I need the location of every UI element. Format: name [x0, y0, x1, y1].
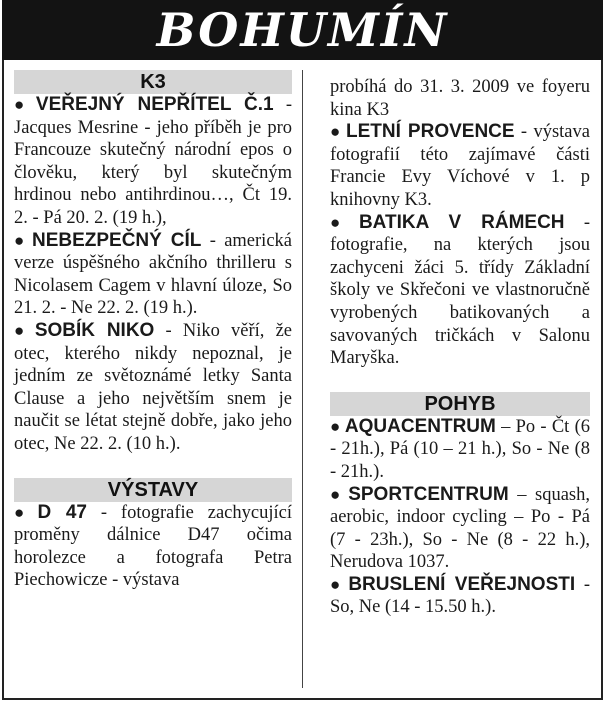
listing-nebezpecny-cil	[14, 230, 292, 320]
right-column	[330, 76, 590, 619]
listing-text: - fotografie, na kterých jsou zachyceni žáci 5. třídy Základní školy ve Skřečoni ve vlastnoručně vyrobených batikovaných a savovaných tričkách v Salonu Maryška.	[330, 212, 590, 369]
bullet-icon: ●	[330, 122, 343, 142]
listing-brusleni-verejnosti	[330, 574, 590, 619]
section-heading-vystavy: VÝSTAVY	[14, 478, 292, 502]
listing-title: NEBEZPEČNÝ CÍL	[31, 229, 202, 251]
listing-letni-provence	[330, 121, 590, 211]
bullet-icon: ●	[14, 95, 32, 114]
listing-title: BRUSLENÍ VEŘEJNOSTI	[348, 573, 576, 595]
listing-verejny-nepritel	[14, 94, 292, 230]
bullet-icon: ●	[330, 484, 345, 504]
bullet-icon: ●	[14, 320, 31, 340]
listing-text: - Niko věří, že otec, kterého nikdy nepoznal, je jedním ze světoznámé letky Santa Clause a jeho největším snem je naučit se létat stejně dobře, jako jeho otec, Ne 22. 2. (10 h.).	[14, 320, 292, 454]
section-heading-k3: K3	[14, 70, 292, 94]
listing-text: – squash, aerobic, indoor cycling – Po - Pá (7 - 23h.), So - Ne (8 - 22 h.), Nerudova 1037.	[330, 484, 590, 573]
page-title: BOHUMÍN	[156, 3, 449, 57]
listing-sobik-niko	[14, 320, 292, 456]
title-banner	[2, 0, 603, 60]
listing-title: D 47	[37, 501, 87, 523]
listing-title: LETNÍ PROVENCE	[346, 121, 515, 143]
listing-text: – Po - Čt (6 - 21h.), Pá (10 – 21 h.), So - Ne (8 - 21h.).	[330, 416, 590, 482]
section-heading-pohyb: POHYB	[330, 392, 590, 416]
listing-text: - výstava fotografií této zajímavé části Francie Evy Víchové v 1. p knihovny K3.	[330, 122, 590, 210]
column-divider	[302, 70, 303, 688]
listing-text: - So, Ne (14 - 15.50 h.).	[330, 574, 590, 618]
bullet-icon: ●	[14, 502, 34, 522]
listing-title: SPORTCENTRUM	[348, 483, 509, 505]
listing-batika-v-ramech	[330, 212, 590, 370]
listing-continuation: probíhá do 31. 3. 2009 ve foyeru kina K3	[330, 77, 590, 120]
bullet-icon: ●	[330, 416, 341, 436]
listing-title: SOBÍK NIKO	[34, 319, 155, 341]
bullet-icon: ●	[14, 230, 28, 250]
listing-d47	[14, 502, 292, 592]
bullet-icon: ●	[330, 574, 345, 594]
listing-sportcentrum	[330, 484, 590, 574]
listing-title: AQUACENTRUM	[344, 415, 496, 437]
listing-title: BATIKA V RÁMECH	[358, 211, 565, 233]
bullet-icon: ●	[330, 212, 355, 232]
listing-aquacentrum	[330, 416, 590, 484]
left-column	[14, 70, 292, 592]
listing-title: VEŘEJNÝ NEPŘÍTEL Č.1	[35, 94, 274, 115]
listing-text: - Jacques Mesrine - jeho příběh je pro Francouze skutečný národní epos o člověku, který byl skutečným hrdinou nebo antihrdinou…, Čt 19. 2. - Pá 20. 2. (19 h.),	[14, 95, 292, 228]
listing-text: - fotografie zachycující proměny dálnice D47 očima horolezce a fotografa Petra Piechowicze - výstava	[14, 502, 292, 591]
listing-text: - americká verze úspěšného akčního thrilleru s Nicolasem Cagem v hlavní úloze, So 21. 2. - Ne 22. 2. (19 h.).	[14, 230, 292, 319]
